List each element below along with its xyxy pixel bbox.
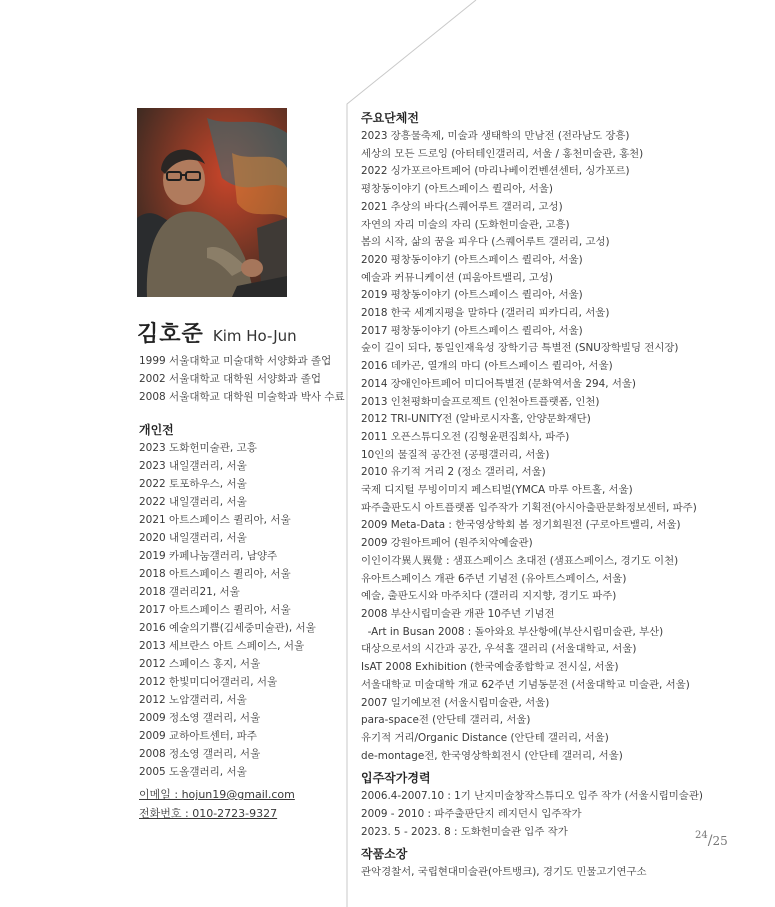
artist-name-korean: 김호준 bbox=[137, 322, 204, 347]
group-item: 봄의 시작, 삶의 꿈을 피우다 (스퀘어루트 갤러리, 고성) bbox=[361, 236, 610, 249]
education-list bbox=[139, 352, 345, 406]
group-item: 2010 유기적 거리 2 (정소 갤러리, 서울) bbox=[361, 466, 546, 479]
solo-item: 2021 아트스페이스 퀼리아, 서울 bbox=[139, 514, 291, 526]
solo-item: 2018 갤러리21, 서울 bbox=[139, 586, 240, 598]
residency-item: 2006.4-2007.10 : 1기 난지미술창작스튜디오 입주 작가 (서울시립미술관) bbox=[361, 790, 703, 803]
group-item: 2014 장애인아트페어 미디어특별전 (문화역서울 294, 서울) bbox=[361, 377, 636, 390]
right-column bbox=[361, 109, 703, 882]
group-item: 세상의 모든 드로잉 (아터테인갤러리, 서울 / 홍천미술관, 홍천) bbox=[361, 147, 644, 160]
artist-name bbox=[137, 317, 297, 348]
solo-item: 2023 도화헌미술관, 고흥 bbox=[139, 442, 257, 454]
group-item: 서울대학교 미술대학 개교 62주년 기념동문전 (서울대학교 미술관, 서울) bbox=[361, 678, 690, 691]
solo-item: 2022 토포하우스, 서울 bbox=[139, 478, 247, 490]
group-item: 2012 TRI-UNITY전 (알바로시자홀, 안양문화재단) bbox=[361, 413, 591, 426]
page-number bbox=[695, 830, 728, 849]
group-item: 대상으로서의 시간과 공간, 우석홀 갤러리 (서울대학교, 서울) bbox=[361, 643, 637, 656]
solo-item: 2016 예술의기쁨(김세중미술관), 서울 bbox=[139, 622, 316, 634]
group-item: 2020 평창동이야기 (아트스페이스 퀼리아, 서울) bbox=[361, 253, 583, 266]
group-item: 2016 데카곤, 열개의 마디 (아트스페이스 퀼리아, 서울) bbox=[361, 360, 613, 373]
solo-item: 2012 노암갤러리, 서울 bbox=[139, 694, 247, 706]
group-item: 2017 평창동이야기 (아트스페이스 퀼리아, 서울) bbox=[361, 324, 583, 337]
solo-item: 2008 정소영 갤러리, 서울 bbox=[139, 748, 261, 760]
solo-item: 2019 카페나눔갤러리, 남양주 bbox=[139, 550, 278, 562]
residency-item: 2009 - 2010 : 파주출판단지 레지던시 입주작가 bbox=[361, 808, 582, 821]
solo-item: 2017 아트스페이스 퀼리아, 서울 bbox=[139, 604, 291, 616]
group-item: 10인의 물질적 공간전 (공평갤러리, 서울) bbox=[361, 448, 550, 461]
group-item: 유아트스페이스 개관 6주년 기념전 (유아트스페이스, 서울) bbox=[361, 572, 627, 585]
group-heading: 주요단체전 bbox=[361, 111, 419, 125]
solo-item: 2022 내일갤러리, 서울 bbox=[139, 496, 247, 508]
group-item: 평창동이야기 (아트스페이스 퀼리아, 서울) bbox=[361, 183, 553, 196]
group-item: 예술, 출판도시와 마주치다 (갤러리 지지향, 경기도 파주) bbox=[361, 590, 617, 603]
collection-heading: 작품소장 bbox=[361, 847, 408, 862]
group-item: 2007 일기예보전 (서울시립미술관, 서울) bbox=[361, 696, 550, 709]
group-item: 이인이각異人異覺 : 샘표스페이스 초대전 (샘표스페이스, 경기도 이천) bbox=[361, 554, 679, 567]
group-item: 2022 싱가포르아트페어 (마리나베이컨벤션센터, 싱가포르) bbox=[361, 165, 630, 178]
page-number-separator: / bbox=[707, 833, 713, 849]
solo-heading: 개인전 bbox=[139, 423, 174, 437]
solo-item: 2020 내일갤러리, 서울 bbox=[139, 532, 247, 544]
group-item: 자연의 자리 미술의 자리 (도화헌미술관, 고흥) bbox=[361, 218, 570, 231]
collection-item: 관악경찰서, 국립현대미술관(아트뱅크), 경기도 민물고기연구소 bbox=[361, 866, 647, 879]
residency-item: 2023. 5 - 2023. 8 : 도화헌미술관 입주 작가 bbox=[361, 825, 568, 838]
residency-heading: 입주작가경력 bbox=[361, 771, 431, 786]
group-item: 2019 평창동이야기 (아트스페이스 퀼리아, 서울) bbox=[361, 289, 583, 302]
education-item: 1999 서울대학교 미술대학 서양화과 졸업 bbox=[139, 355, 332, 367]
solo-item: 2013 세브란스 아트 스페이스, 서울 bbox=[139, 640, 305, 652]
group-item: 2018 한국 세계지평을 말하다 (갤러리 피카디리, 서울) bbox=[361, 307, 610, 320]
group-item: 2023 장흥물축제, 미술과 생태학의 만남전 (전라남도 장흥) bbox=[361, 130, 630, 142]
group-item: IsAT 2008 Exhibition (한국예술종합학교 전시실, 서울) bbox=[361, 661, 619, 674]
group-item: 2009 Meta-Data : 한국영상학회 봄 정기회원전 (구로아트밸리, 서울) bbox=[361, 519, 681, 532]
group-item: 2008 부산시립미술관 개관 10주년 기념전 bbox=[361, 607, 555, 620]
group-item: 2013 인천평화미술프로젝트 (인천아트플랫폼, 인천) bbox=[361, 395, 600, 408]
contact-info bbox=[139, 785, 295, 823]
group-item: 2021 추상의 바다(스퀘어루트 갤러리, 고성) bbox=[361, 200, 563, 213]
group-item: 예술과 커뮤니케이션 (피움아트밸리, 고성) bbox=[361, 271, 553, 284]
solo-item: 2018 아트스페이스 퀼리아, 서울 bbox=[139, 568, 291, 580]
solo-item: 2023 내일갤러리, 서울 bbox=[139, 460, 247, 472]
artist-photo bbox=[137, 108, 287, 297]
education-item: 2002 서울대학교 대학원 서양화과 졸업 bbox=[139, 373, 322, 385]
solo-item: 2005 도올갤러리, 서울 bbox=[139, 766, 247, 778]
solo-item: 2012 한빛미디어갤러리, 서울 bbox=[139, 676, 278, 688]
page-number-right: 25 bbox=[712, 834, 728, 848]
group-item: 파주출판도시 아트플랫폼 입주작가 기획전(아시아출판문화정보센터, 파주) bbox=[361, 501, 697, 514]
solo-item: 2009 교하아트센터, 파주 bbox=[139, 730, 257, 742]
phone-link[interactable]: 전화번호 : 010-2723-9327 bbox=[139, 807, 278, 820]
group-item: 유기적 거리/Organic Distance (안단테 갤러리, 서울) bbox=[361, 731, 609, 744]
email-link[interactable]: 이메일 : hojun19@gmail.com bbox=[139, 788, 295, 801]
group-item: 2011 오픈스튜디오전 (김형윤편집회사, 파주) bbox=[361, 430, 570, 443]
solo-exhibitions bbox=[139, 421, 316, 781]
group-item: para-space전 (안단테 갤러리, 서울) bbox=[361, 714, 531, 727]
artist-name-english: Kim Ho-Jun bbox=[212, 327, 297, 345]
group-item: 국제 디지털 무빙이미지 페스티벌(YMCA 마루 아트홀, 서울) bbox=[361, 484, 633, 497]
education-item: 2008 서울대학교 대학원 미술학과 박사 수료 bbox=[139, 391, 345, 403]
page-number-left: 24 bbox=[695, 830, 708, 841]
group-item: 2009 강원아트페어 (원주치악예술관) bbox=[361, 537, 533, 550]
solo-item: 2009 정소영 갤러리, 서울 bbox=[139, 712, 261, 724]
group-item: -Art in Busan 2008 : 돌아와요 부산항에(부산시립미술관, 부산) bbox=[361, 625, 664, 638]
solo-item: 2012 스페이스 홍지, 서울 bbox=[139, 658, 261, 670]
group-item: de-montage전, 한국영상학회전시 (안단테 갤러리, 서울) bbox=[361, 749, 623, 762]
group-item: 숲이 길이 되다, 통일인재육성 장학기금 특별전 (SNU장학빌딩 전시장) bbox=[361, 342, 679, 355]
